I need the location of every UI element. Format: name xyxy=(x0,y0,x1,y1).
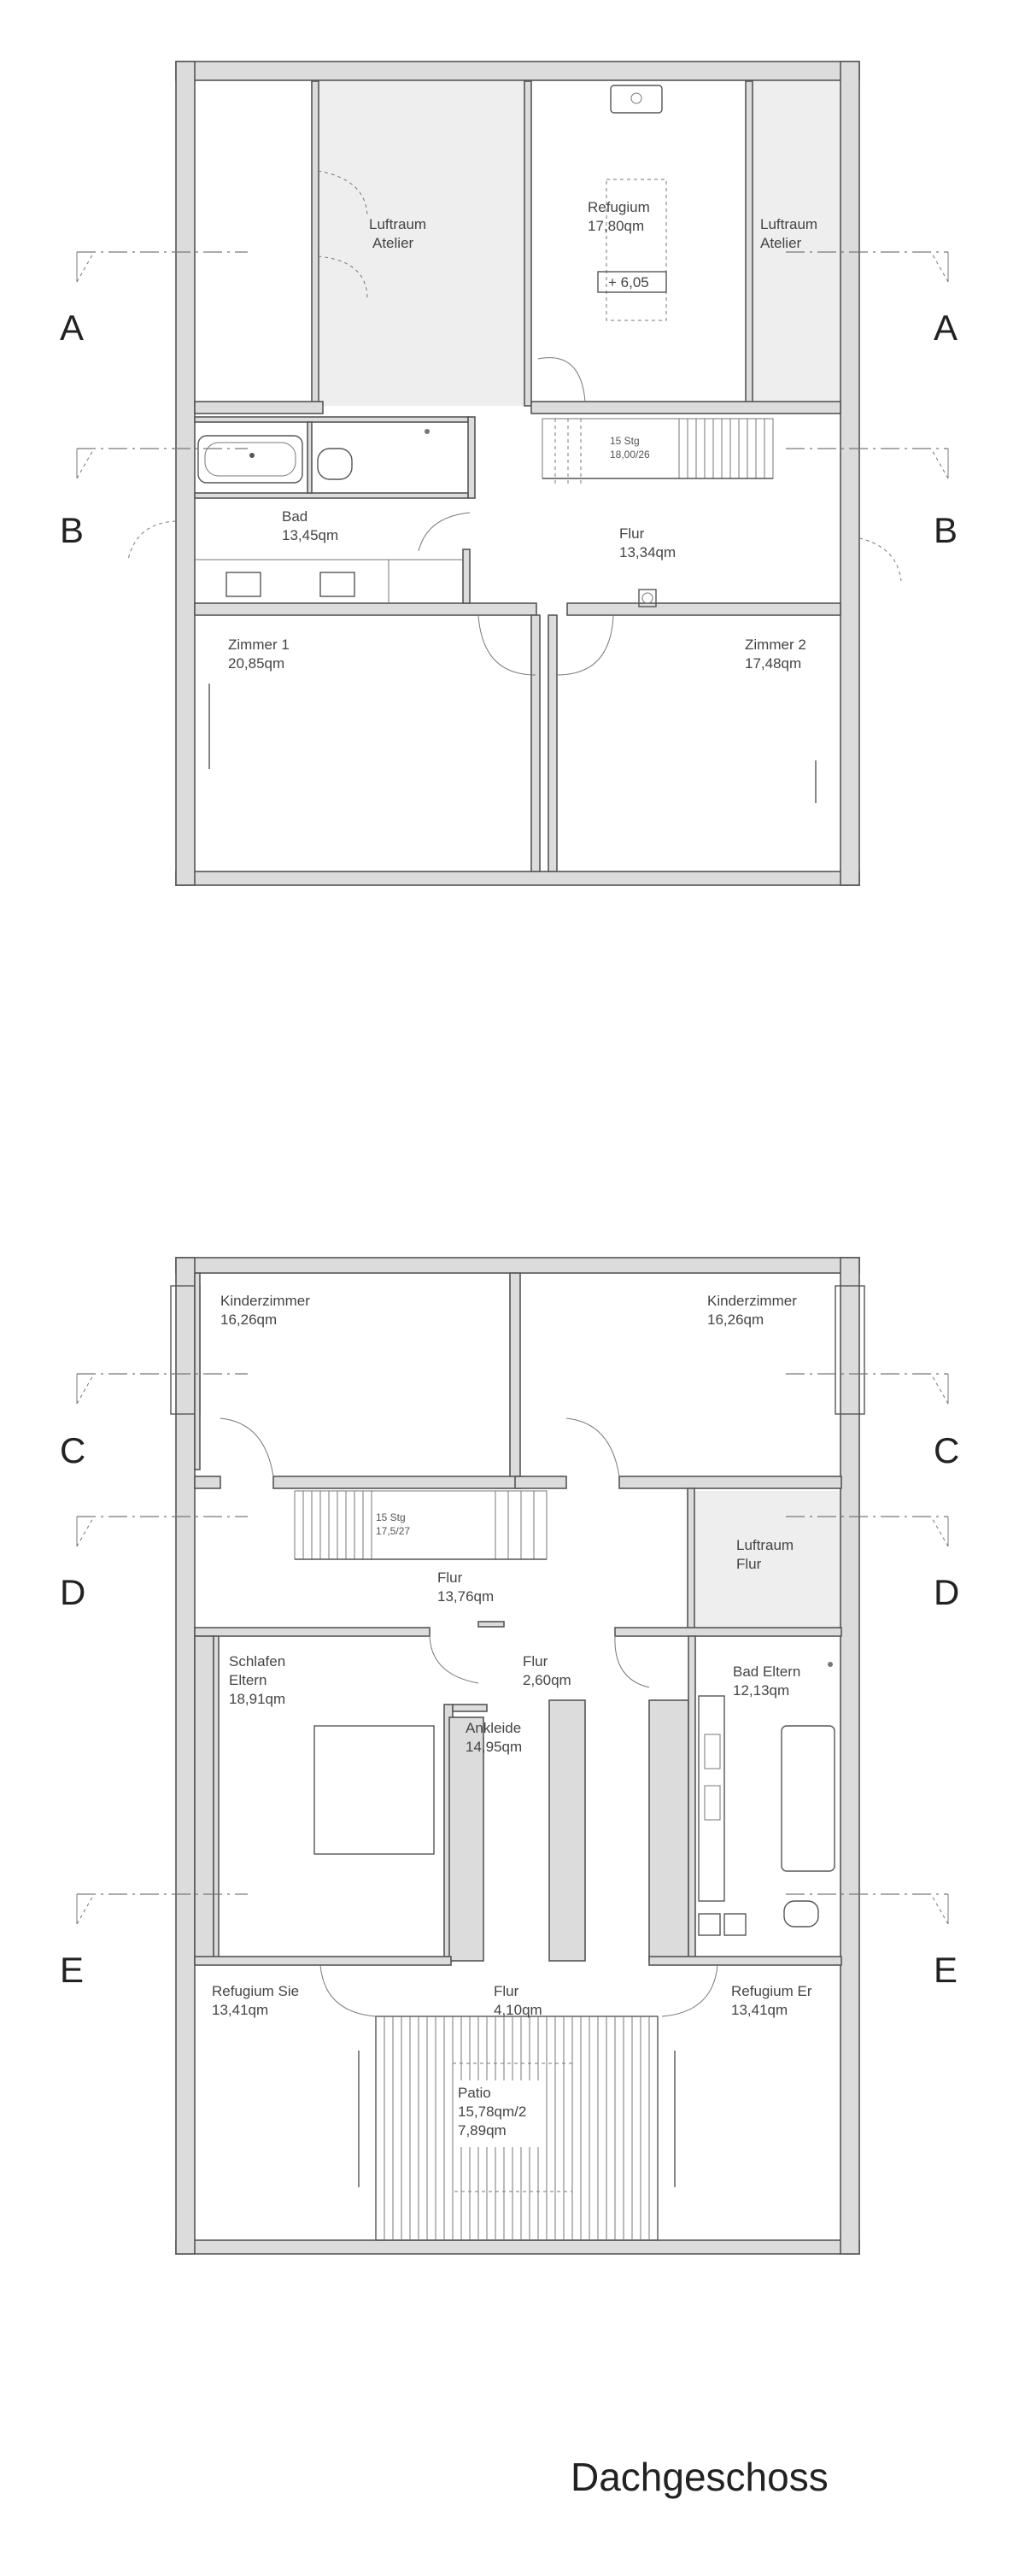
bathtub xyxy=(782,1726,835,1871)
wardrobe xyxy=(649,1700,688,1961)
room-label: Bad xyxy=(282,508,308,525)
wall-interior xyxy=(531,615,540,871)
wall-interior xyxy=(619,1476,841,1488)
stair-spec: 18,00/26 xyxy=(610,449,650,461)
wall-interior xyxy=(453,1705,487,1711)
wall-interior xyxy=(515,1476,566,1488)
section-label-a-right: A xyxy=(934,308,958,348)
stair-spec: 17,5/27 xyxy=(376,1525,411,1537)
door-swing xyxy=(430,1636,478,1683)
stair-spec: 15 Stg xyxy=(376,1511,406,1523)
room-area: 13,41qm xyxy=(212,2002,269,2018)
room-label: Refugium Er xyxy=(731,1983,812,1999)
door-swing xyxy=(557,615,613,675)
door-swing xyxy=(478,615,536,675)
sink xyxy=(320,572,354,596)
door-swing xyxy=(662,1965,718,2016)
wall-interior xyxy=(615,1628,841,1636)
section-label-b-left: B xyxy=(60,510,85,550)
room-label: Schlafen xyxy=(229,1653,286,1669)
wall-interior xyxy=(214,1636,219,1961)
section-label-e-left: E xyxy=(60,1950,85,1990)
wall-interior xyxy=(468,417,475,498)
room-label: Eltern xyxy=(229,1672,267,1688)
door-swing xyxy=(419,513,470,551)
wall-interior xyxy=(195,1628,430,1636)
room-label: Atelier xyxy=(372,235,414,251)
fixture-dot xyxy=(425,429,430,434)
section-label-e-right: E xyxy=(934,1950,958,1990)
room-area: 18,91qm xyxy=(229,1691,286,1707)
room-area: 13,45qm xyxy=(282,527,339,543)
wall-interior xyxy=(308,422,312,493)
stair-outline xyxy=(295,1491,547,1559)
wall-west xyxy=(176,1258,195,2254)
room-label: Atelier xyxy=(760,235,802,251)
door-swing xyxy=(859,538,901,581)
wall-interior xyxy=(649,1957,841,1965)
room-label: Luftraum xyxy=(760,216,818,232)
wall-interior xyxy=(195,1636,214,1961)
bed xyxy=(314,1726,434,1854)
wall-interior xyxy=(312,81,319,406)
room-area: 4,10qm xyxy=(494,2002,542,2018)
door-swing xyxy=(615,1636,649,1687)
wall-interior xyxy=(195,603,536,615)
washbasin xyxy=(611,85,662,113)
room-label: Bad Eltern xyxy=(733,1664,801,1680)
top-floor-plan xyxy=(60,62,958,885)
sink xyxy=(705,1734,720,1769)
fixture-dot xyxy=(828,1662,833,1667)
room-label: Flur xyxy=(494,1983,519,1999)
void-flur xyxy=(692,1491,850,1628)
room-area: 20,85qm xyxy=(228,655,285,672)
wall-interior xyxy=(524,81,531,406)
section-tick xyxy=(77,449,948,478)
wardrobe xyxy=(549,1700,585,1961)
bathtub-inner xyxy=(205,443,296,476)
room-area: 14,95qm xyxy=(466,1739,523,1755)
door-swing xyxy=(320,1965,376,2016)
wall-south xyxy=(176,2240,859,2254)
wall-south xyxy=(176,871,859,885)
room-area: 15,78qm/2 xyxy=(458,2104,527,2120)
section-label-c-left: C xyxy=(60,1430,86,1470)
fixture xyxy=(724,1914,746,1935)
wall-east xyxy=(840,62,859,885)
sliding-door xyxy=(478,1622,504,1627)
wall-interior xyxy=(746,81,753,406)
room-area: 13,34qm xyxy=(619,544,676,560)
section-label-d-left: D xyxy=(60,1572,86,1612)
stair-spec: 15 Stg xyxy=(610,435,640,447)
sink xyxy=(705,1786,720,1820)
wall-interior xyxy=(195,493,468,498)
room-area: 13,76qm xyxy=(437,1588,495,1605)
section-arrow xyxy=(77,449,948,478)
room-label: Zimmer 2 xyxy=(745,637,806,653)
room-label: Patio xyxy=(458,2085,491,2101)
room-label: Kinderzimmer xyxy=(220,1293,310,1309)
wall-interior xyxy=(463,549,470,603)
room-area: 2,60qm xyxy=(523,1672,571,1688)
section-label-b-right: B xyxy=(934,510,958,550)
section-label-c-right: C xyxy=(934,1430,960,1470)
room-label: Ankleide xyxy=(466,1720,522,1736)
wall-interior xyxy=(688,1488,694,1629)
wall-interior xyxy=(273,1476,521,1488)
wall-interior xyxy=(195,1476,220,1488)
sink xyxy=(226,572,261,596)
room-label: Kinderzimmer xyxy=(707,1293,797,1309)
section-label-a-left: A xyxy=(60,308,85,348)
room-label: Flur xyxy=(619,525,645,542)
wall-east xyxy=(840,1258,859,2254)
wall-interior xyxy=(195,1957,451,1965)
door-swing xyxy=(566,1418,619,1476)
toilet xyxy=(784,1901,818,1927)
wall-interior xyxy=(688,1636,695,1961)
wall-interior xyxy=(567,603,840,615)
room-label: Refugium xyxy=(588,199,650,215)
void-atelier-left xyxy=(318,81,525,406)
room-area: 13,41qm xyxy=(731,2002,788,2018)
patio-deck xyxy=(376,2016,658,2240)
wall-interior xyxy=(195,402,323,414)
door-swing xyxy=(538,358,585,402)
wall-north xyxy=(176,62,859,80)
door-swing xyxy=(220,1418,273,1476)
basin-bowl xyxy=(631,93,641,103)
room-label: Flur xyxy=(736,1556,762,1572)
wall-interior xyxy=(510,1273,520,1487)
room-area: 17,80qm xyxy=(588,218,645,234)
wall-interior xyxy=(548,615,557,871)
room-label: Luftraum xyxy=(369,216,427,232)
section-label-d-right: D xyxy=(934,1572,960,1612)
wall-interior xyxy=(531,402,840,414)
room-label: Zimmer 1 xyxy=(228,637,290,653)
room-label: Flur xyxy=(523,1653,548,1669)
toilet xyxy=(318,449,352,479)
drawing-title: Dachgeschoss xyxy=(571,2455,829,2499)
room-label: Flur xyxy=(437,1570,463,1586)
wall-west xyxy=(176,62,195,885)
staircase xyxy=(295,1491,547,1559)
wall-interior xyxy=(195,1273,200,1470)
drain xyxy=(249,453,255,458)
chimney-flue xyxy=(642,593,653,603)
room-area: 17,48qm xyxy=(745,655,802,672)
room-label: Refugium Sie xyxy=(212,1983,300,1999)
door-swing xyxy=(128,521,176,560)
room-label: Luftraum xyxy=(736,1537,794,1553)
staircase xyxy=(542,419,773,478)
room-area: 7,89qm xyxy=(458,2122,507,2139)
room-area: 16,26qm xyxy=(220,1311,278,1328)
room-area: 16,26qm xyxy=(707,1311,764,1328)
bottom-floor-plan xyxy=(60,1258,959,2254)
wall-north xyxy=(176,1258,859,1273)
level-mark: + 6,05 xyxy=(608,274,649,290)
room-area: 12,13qm xyxy=(733,1682,790,1699)
wall-interior xyxy=(195,417,468,422)
fixture xyxy=(699,1914,720,1935)
